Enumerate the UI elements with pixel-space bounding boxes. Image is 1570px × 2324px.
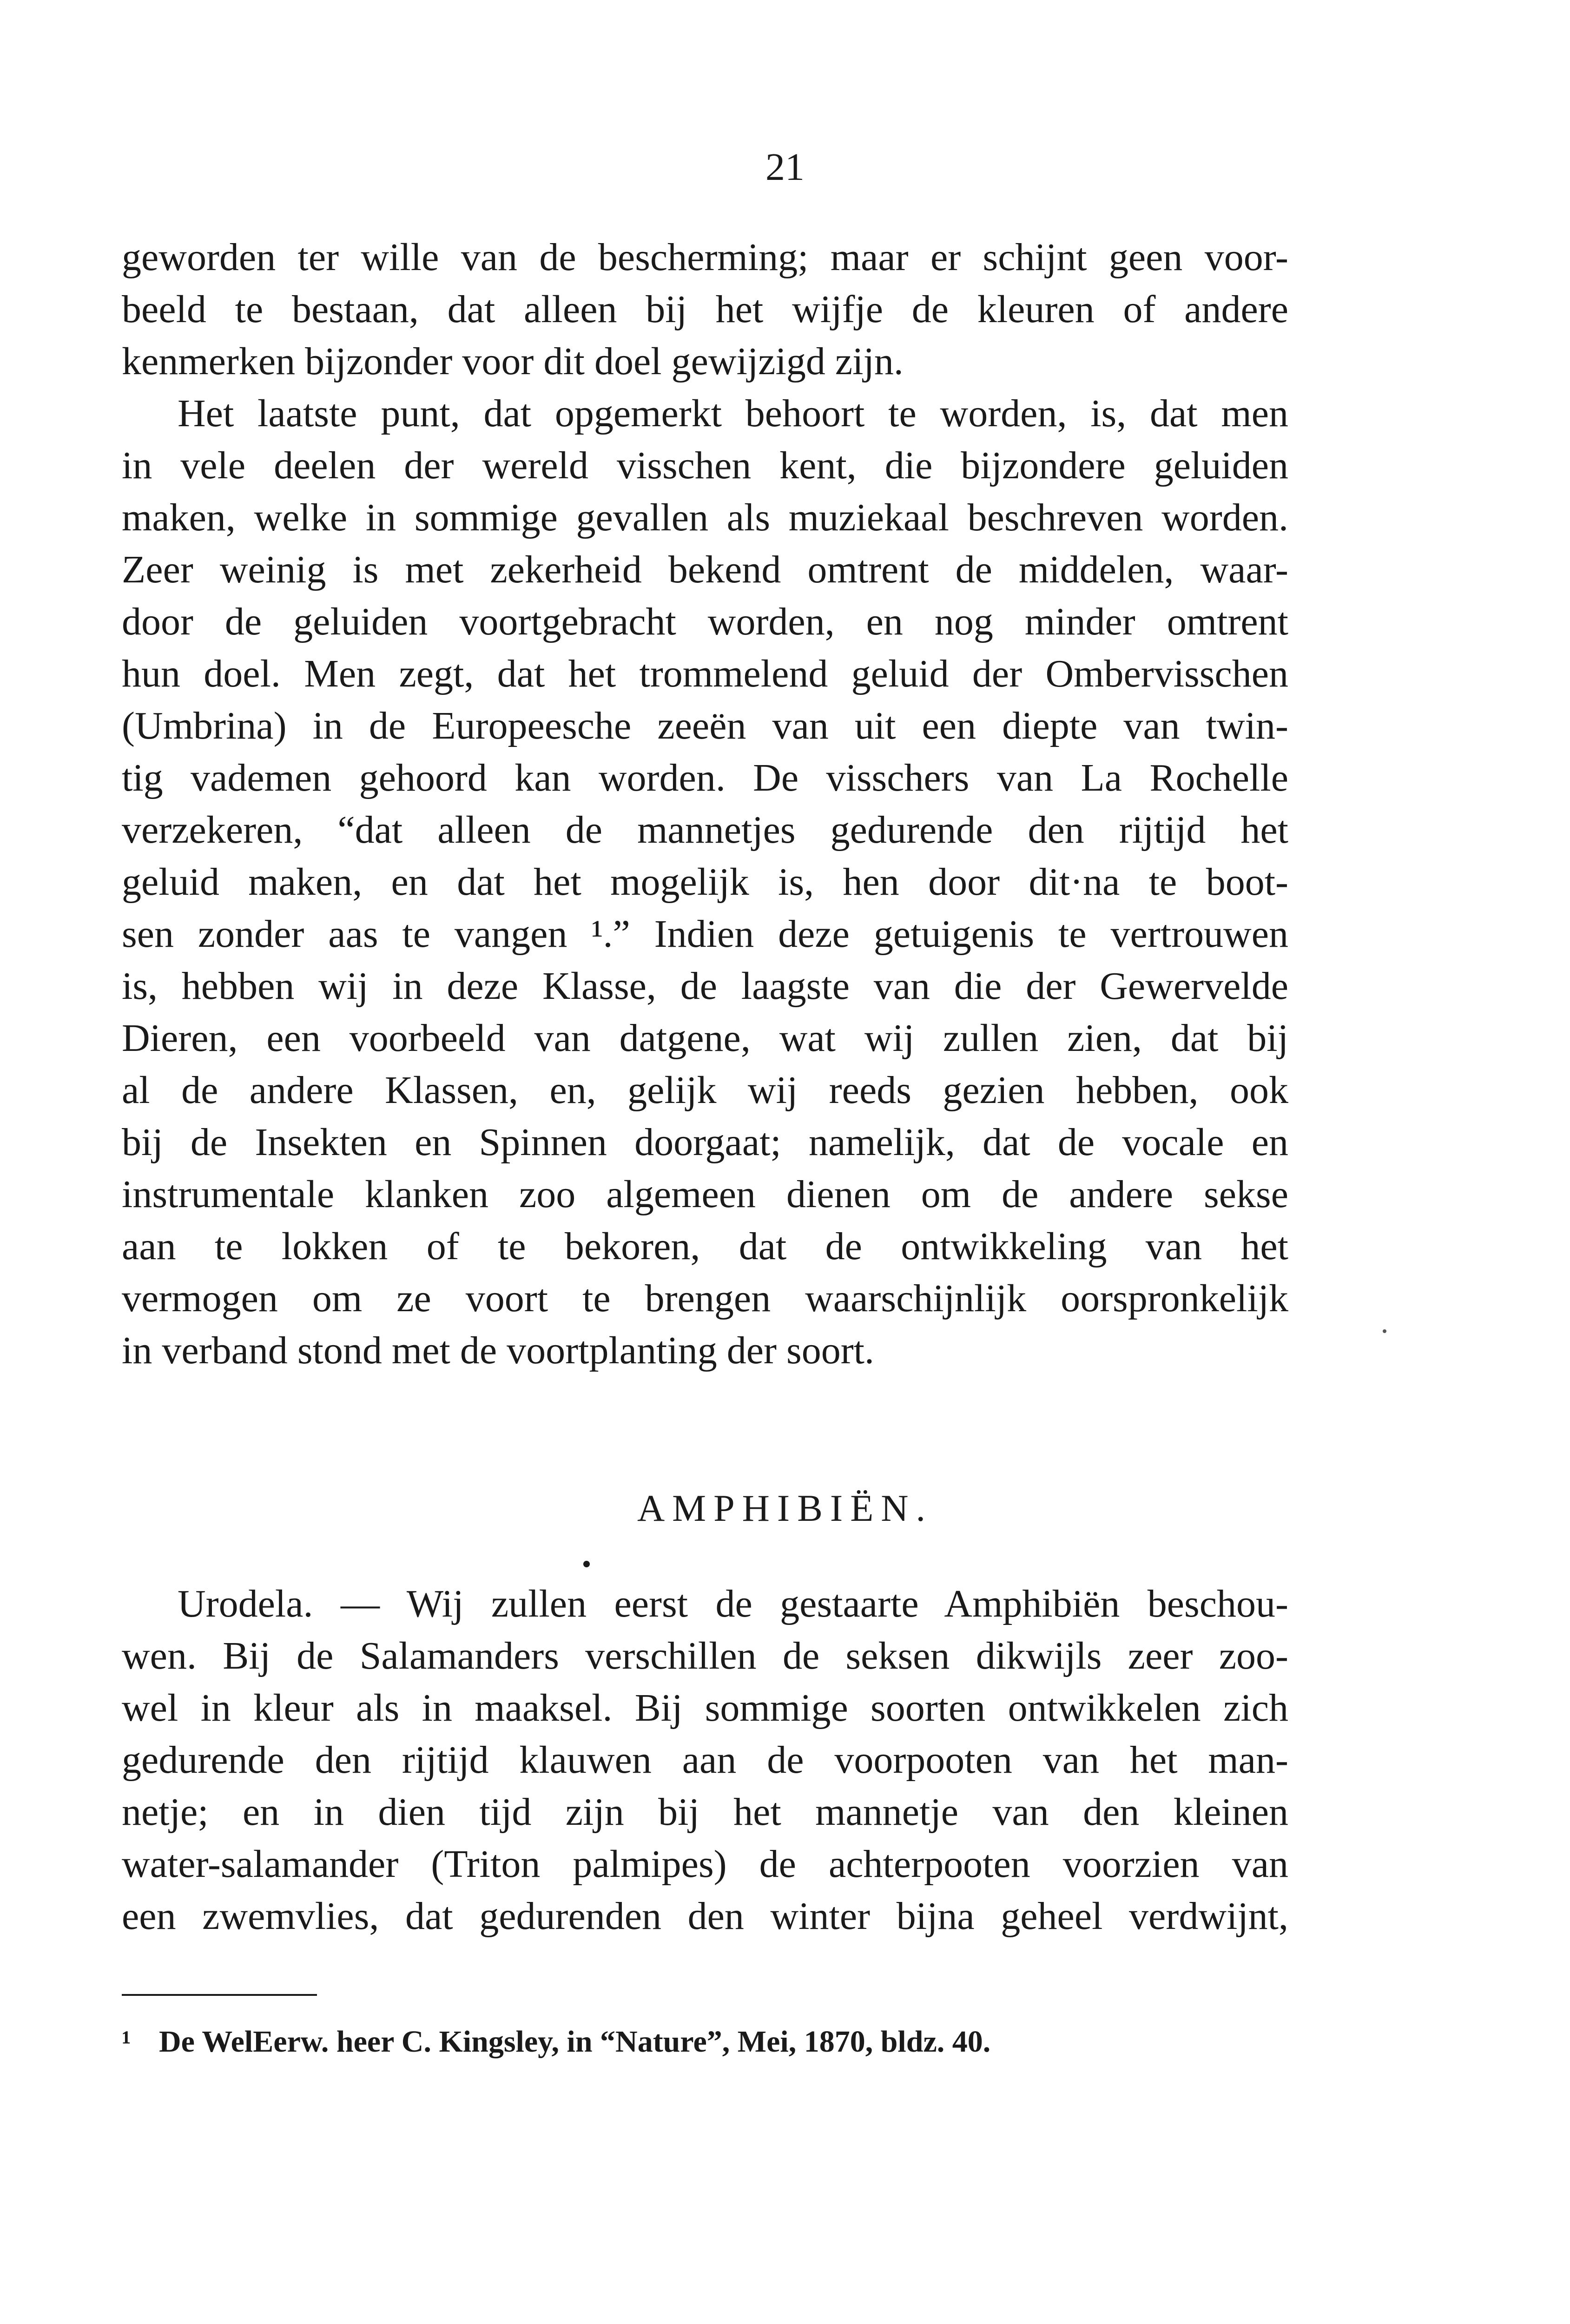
text-line: beeld te bestaan, dat alleen bij het wijfje de kleuren of andere — [122, 288, 1288, 331]
text-line: maken, welke in sommige gevallen als muziekaal beschreven worden. — [122, 496, 1288, 539]
text-line: geluid maken, en dat het mogelijk is, hen door dit·na te boot- — [122, 860, 1288, 904]
text-line: (Umbrina) in de Europeesche zeeën van uit een diepte van twin- — [122, 704, 1288, 747]
text-line: Dieren, een voorbeeld van datgene, wat wij zullen zien, dat bij — [122, 1017, 1288, 1060]
text-line: Zeer weinig is met zekerheid bekend omtrent de middelen, waar- — [122, 548, 1288, 591]
footnote-marker: ¹ — [122, 2025, 131, 2059]
ornament-dot — [583, 1561, 590, 1567]
text-line: is, hebben wij in deze Klasse, de laagste van die der Gewervelde — [122, 964, 1288, 1008]
text-line: een zwemvlies, dat gedurenden den winter bijna geheel verdwijnt, — [122, 1895, 1288, 1938]
text-line: in verband stond met de voortplanting der soort. — [122, 1329, 875, 1372]
page-number: 21 — [765, 145, 805, 189]
body-text-fish-sounds — [122, 231, 1288, 1377]
footnote-divider — [122, 1994, 317, 1996]
text-line: door de geluiden voortgebracht worden, en nog minder omtrent — [122, 600, 1288, 643]
text-line: gedurende den rijtijd klauwen aan de voorpooten van het man- — [122, 1738, 1288, 1782]
text-line: wen. Bij de Salamanders verschillen de seksen dikwijls zeer zoo- — [122, 1634, 1288, 1677]
text-line: vermogen om ze voort te brengen waarschijnlijk oorspronkelijk — [122, 1277, 1288, 1320]
text-line: Urodela. — Wij zullen eerst de gestaarte Amphibiën beschou- — [178, 1582, 1288, 1625]
text-line: kenmerken bijzonder voor dit doel gewijzigd zijn. — [122, 340, 904, 383]
text-line: water-salamander (Triton palmipes) de achterpooten voorzien van — [122, 1842, 1288, 1886]
text-line: verzekeren, “dat alleen de mannetjes gedurende den rijtijd het — [122, 808, 1288, 852]
text-line: in vele deelen der wereld visschen kent, die bijzondere geluiden — [122, 444, 1288, 487]
text-line: instrumentale klanken zoo algemeen dienen om de andere sekse — [122, 1173, 1288, 1216]
text-line: Het laatste punt, dat opgemerkt behoort te worden, is, dat men — [178, 392, 1288, 435]
text-line: sen zonder aas te vangen ¹.” Indien deze getuigenis te vertrouwen — [122, 912, 1288, 956]
footnote-text: De WelEerw. heer C. Kingsley, in “Nature”, Mei, 1870, bldz. 40. — [159, 2025, 991, 2059]
text-line: aan te lokken of te bekoren, dat de ontwikkeling van het — [122, 1225, 1288, 1268]
section-heading: AMPHIBIËN. — [637, 1487, 933, 1529]
text-line: bij de Insekten en Spinnen doorgaat; namelijk, dat de vocale en — [122, 1121, 1288, 1164]
text-line: geworden ter wille van de bescherming; maar er schijnt geen voor- — [122, 236, 1288, 279]
stray-ink-dot — [1383, 1329, 1386, 1333]
text-line: al de andere Klassen, en, gelijk wij reeds gezien hebben, ook — [122, 1069, 1288, 1112]
text-line: tig vademen gehoord kan worden. De visschers van La Rochelle — [122, 756, 1288, 799]
text-line: wel in kleur als in maaksel. Bij sommige soorten ontwikkelen zich — [122, 1686, 1288, 1730]
body-text-urodela — [122, 1578, 1288, 1942]
footnote — [122, 2021, 1237, 2063]
text-line: hun doel. Men zegt, dat het trommelend geluid der Ombervisschen — [122, 652, 1288, 695]
text-line: netje; en in dien tijd zijn bij het mannetje van den kleinen — [122, 1790, 1288, 1834]
